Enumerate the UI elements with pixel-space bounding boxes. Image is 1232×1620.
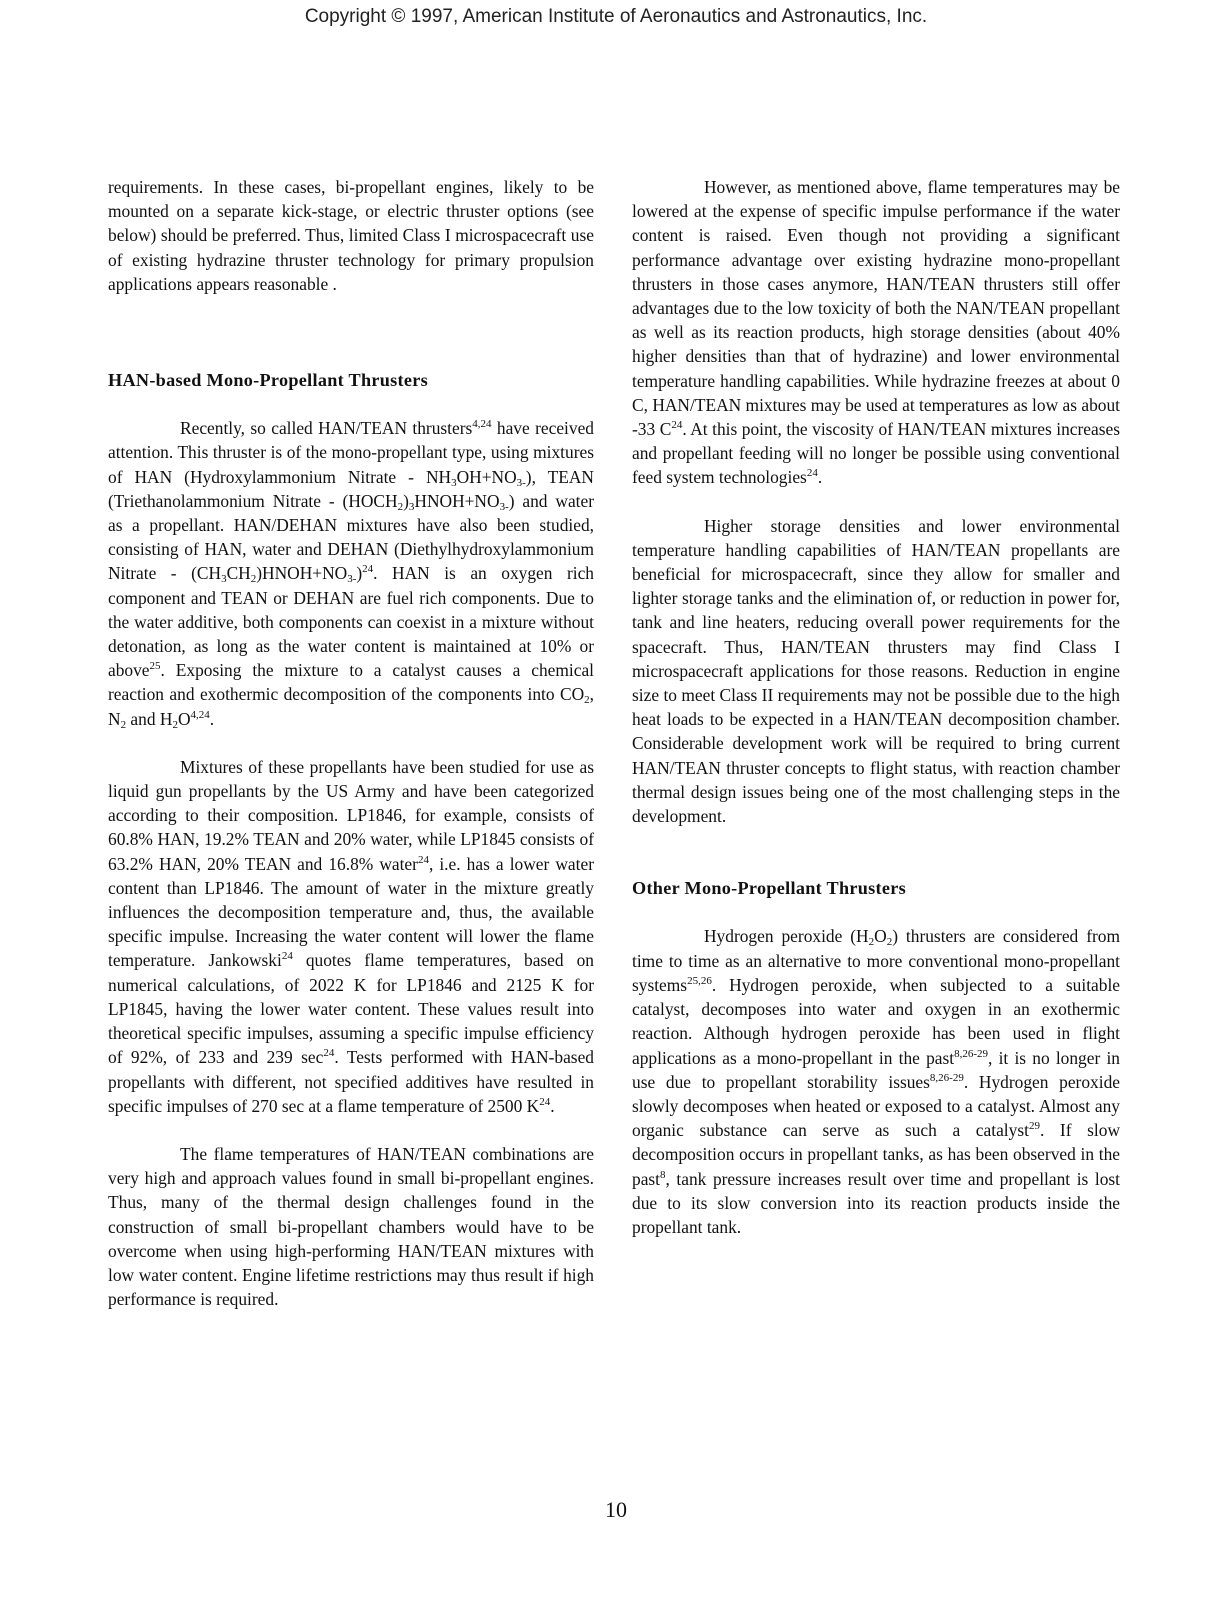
paragraph-right-2: Higher storage densities and lower environmental temperature handling capabilities of HAN/TEAN propellants are beneficial for microspacecraft, since they allow for smaller and lighter storage tanks and the elimination of, or reduction in power for, tank and line heaters, reducing overall power requirements for the spacecraft. Thus, HAN/TEAN thrusters may find Class I microspacecraft applications for those reasons. Reduction in engine size to meet Class II requirements may not be possible due to the high heat loads to be expected in a HAN/TEAN decomposition chamber. Considerable development work will be required to bring current HAN/TEAN thruster concepts to flight status, with reaction chamber thermal design issues being one of the most challenging steps in the development.: [632, 515, 1120, 827]
paragraph-right-1: However, as mentioned above, flame temperatures may be lowered at the expense of specific impulse performance if the water content is raised. Even though not providing a significant performance advantage over existing hydrazine mono-propellant thrusters in those cases anymore, HAN/TEAN thrusters still offer advantages due to the low toxicity of both the NAN/TEAN propellant as well as its reaction products, high storage densities (about 40% higher densities than that of hydrazine) and lower environmental temperature handling capabilities. While hydrazine freezes at about 0 C, HAN/TEAN mixtures may be used at temperatures as low as about -33 $C^{24}$. At this point, the viscosity of HAN/TEAN mixtures increases and propellant feeding will no longer be possible using conventional feed system technologies$^{24}$.: [632, 177, 1120, 488]
paragraph-han-2: Mixtures of these propellants have been studied for use as liquid gun propellants by the US Army and have been categorized according to their composition. LP1846, for example, consists of 60.8% HAN, 19.2% TEAN and 20% water, while LP1845 consists of 63.2% HAN, 20% TEAN and 16.8% water$^{24}$, i.e. has a lower water content than LP1846. The amount of water in the mixture greatly influences the decomposition temperature and, thus, the available specific impulse. Increasing the water content will lower the flame temperature. Jankowski$^{24}$ quotes flame temperatures, based on numerical calculations, of 2022 K for LP1846 and 2125 K for LP1845, having the lower water content. These values result into theoretical specific impulses, assuming a specific impulse efficiency of 92%, of 233 and 239 $\sec^{24}$. Tests performed with HAN-based propellants with different, not specified additives have resulted in specific impulses of 270 sec at a flame temperature of 2500 $K^{24}$.: [108, 756, 594, 1116]
section-heading-han: HAN-based Mono-Propellant Thrusters: [108, 370, 429, 391]
copyright-notice: Copyright © 1997, American Institute of Aeronautics and Astronautics, Inc.: [304, 6, 928, 27]
paragraph-han-1: Recently, so called HAN/TEAN thrusters$^{4,24}$ have received attention. This thruster is of the mono-propellant type, using mixtures of HAN (Hydroxylammonium Nitrate - $NH_3OH+NO_{3-}$), TEAN (Triethanolammonium Nitrate - $(HOCH_2)_3HNOH+NO_{3-}$) and water as a propellant. HAN/DEHAN mixtures have also been studied, consisting of HAN, water and DEHAN (Diethylhydroxylammonium Nitrate - $(CH_3CH_2)HNOH+NO_{3-})^{24}$. HAN is an oxygen rich component and TEAN or DEHAN are fuel rich components. Due to the water additive, both components can coexist in a mixture without detonation, as long as the water content is maintained at 10% or above$^{25}$. Exposing the mixture to a catalyst causes a chemical reaction and exothermic decomposition of the components into $CO_2$, $N_2$ and $H_2O^{4,24}$.: [108, 418, 594, 731]
paragraph-intro: requirements. In these cases, bi-propellant engines, likely to be mounted on a separate kick-stage, or electric thruster options (see below) should be preferred. Thus, limited Class I microspacecraft use of existing hydrazine thruster technology for primary propulsion applications appears reasonable .: [108, 177, 594, 294]
paragraph-right-3: Hydrogen peroxide $(H_2O_2)$ thrusters are considered from time to time as an alternative to more conventional mono-propellant systems$^{25,26}$. Hydrogen peroxide, when subjected to a suitable catalyst, decomposes into water and oxygen in an exothermic reaction. Although hydrogen peroxide has been used in flight applications as a mono-propellant in the past$^{8,26-29}$, it is no longer in use due to propellant storability issues$^{8,26-29}$. Hydrogen peroxide slowly decomposes when heated or exposed to a catalyst. Almost any organic substance can serve as such a catalyst$^{29}$. If slow decomposition occurs in propellant tanks, as has been observed in the past$^8$, tank pressure increases result over time and propellant is lost due to its slow conversion into its reaction products inside the propellant tank.: [632, 926, 1120, 1237]
left-column: [108, 175, 594, 1311]
section-heading-other: Other Mono-Propellant Thrusters: [632, 878, 907, 899]
right-column: [632, 175, 1120, 1239]
page-number: 10: [605, 1497, 627, 1522]
paragraph-han-3: The flame temperatures of HAN/TEAN combinations are very high and approach values found in small bi-propellant engines. Thus, many of the thermal design challenges found in the construction of small bi-propellant chambers would have to be overcome when using high-performing HAN/TEAN mixtures with low water content. Engine lifetime restrictions may thus result if high performance is required.: [108, 1143, 594, 1310]
